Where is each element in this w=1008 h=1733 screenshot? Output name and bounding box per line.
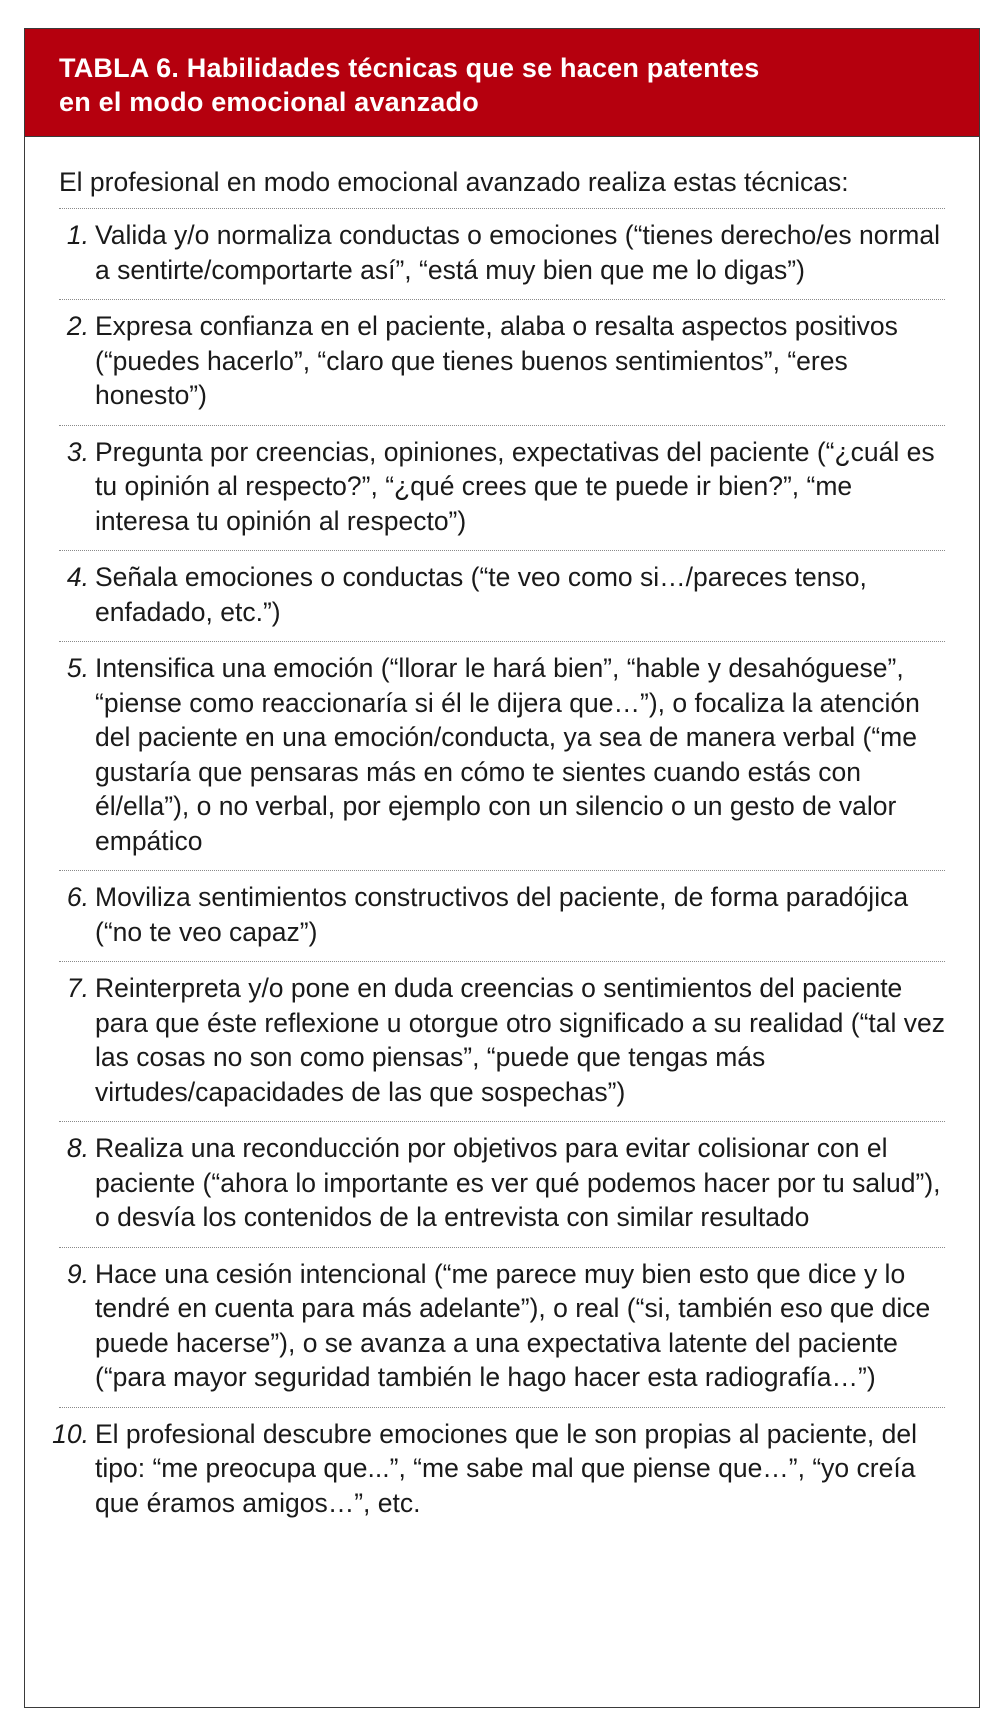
table-intro: El profesional en modo emocional avanzado realiza estas técnicas:: [59, 165, 945, 209]
list-item: [52, 1408, 945, 1533]
table-title: [59, 51, 945, 119]
table-6-box: [24, 28, 980, 1708]
table-header: [25, 29, 979, 137]
list-item: [59, 209, 945, 300]
item-text: Intensifica una emoción (“llorar le hará bien”, “hable y desahóguese”, “piense como reaccionaría si él le dijera que…”), o focaliza la atención del paciente en una emoción/conducta, ya sea de manera verbal (“me gustaría que pensaras más en cómo te sientes cuando estás con él/ella”), o no verbal, por ejemplo con un silencio o un gesto de valor empático: [95, 653, 920, 856]
item-text: Valida y/o normaliza conductas o emociones (“tienes derecho/es normal a sentirte/comportarte así”, “está muy bien que me lo digas”): [95, 220, 940, 285]
list-item: [59, 300, 945, 426]
item-number: 7.: [66, 973, 89, 1003]
list-item: [59, 962, 945, 1122]
item-text: El profesional descubre emociones que le son propias al paciente, del tipo: “me preocupa que...”, “me sabe mal que piense que…”, “yo creía que éramos amigos…”, etc.: [95, 1418, 918, 1518]
item-text: Expresa confianza en el paciente, alaba o resalta aspectos positivos (“puedes hacerlo”, “claro que tienes buenos sentimientos”, “eres honesto”): [95, 311, 898, 410]
item-number: 8.: [66, 1133, 89, 1163]
item-text: Moviliza sentimientos constructivos del paciente, de forma paradójica (“no te veo capaz”): [95, 882, 909, 947]
list-item: [59, 1122, 945, 1248]
item-number: 1.: [66, 220, 89, 250]
table-title-line-2: en el modo emocional avanzado: [59, 87, 479, 117]
item-text: Hace una cesión intencional (“me parece muy bien esto que dice y lo tendré en cuenta para más adelante”), o real (“si, también eso que dice puede hacerse”), o se avanza a una expectativa latente del paciente (“para mayor seguridad también le hago hacer esta radiografía…”): [95, 1258, 931, 1392]
list-item: [59, 1248, 945, 1408]
list-item: [59, 871, 945, 962]
technique-list: [52, 209, 945, 1532]
item-number: 9.: [66, 1258, 89, 1289]
table-title-line-1: TABLA 6. Habilidades técnicas que se hacen patentes: [59, 53, 760, 83]
item-text: Reinterpreta y/o pone en duda creencias o sentimientos del paciente para que éste reflexione u otorgue otro significado a su realidad (“tal vez las cosas no son como piensas”, “puede que tengas más virtudes/capacidades de las que sospechas”): [95, 973, 945, 1107]
item-number: 3.: [66, 436, 89, 467]
list-item: [59, 426, 945, 552]
item-text: Pregunta por creencias, opiniones, expectativas del paciente (“¿cuál es tu opinión al respecto?”, “¿qué crees que te puede ir bien?”, “me interesa tu opinión al respecto”): [95, 436, 935, 536]
item-text: Señala emociones o conductas (“te veo como si…/pareces tenso, enfadado, etc.”): [95, 562, 867, 627]
list-item: [59, 642, 945, 871]
item-text: Realiza una reconducción por objetivos para evitar colisionar con el paciente (“ahora lo importante es ver qué podemos hacer por tu salud”), o desvía los contenidos de la entrevista con similar resultado: [95, 1133, 941, 1232]
item-number: 5.: [66, 653, 89, 683]
list-item: [59, 551, 945, 642]
item-number: 10.: [52, 1418, 89, 1449]
table-body: [25, 137, 979, 1532]
item-number: 4.: [66, 562, 89, 592]
item-number: 6.: [66, 882, 89, 912]
item-number: 2.: [66, 311, 89, 341]
